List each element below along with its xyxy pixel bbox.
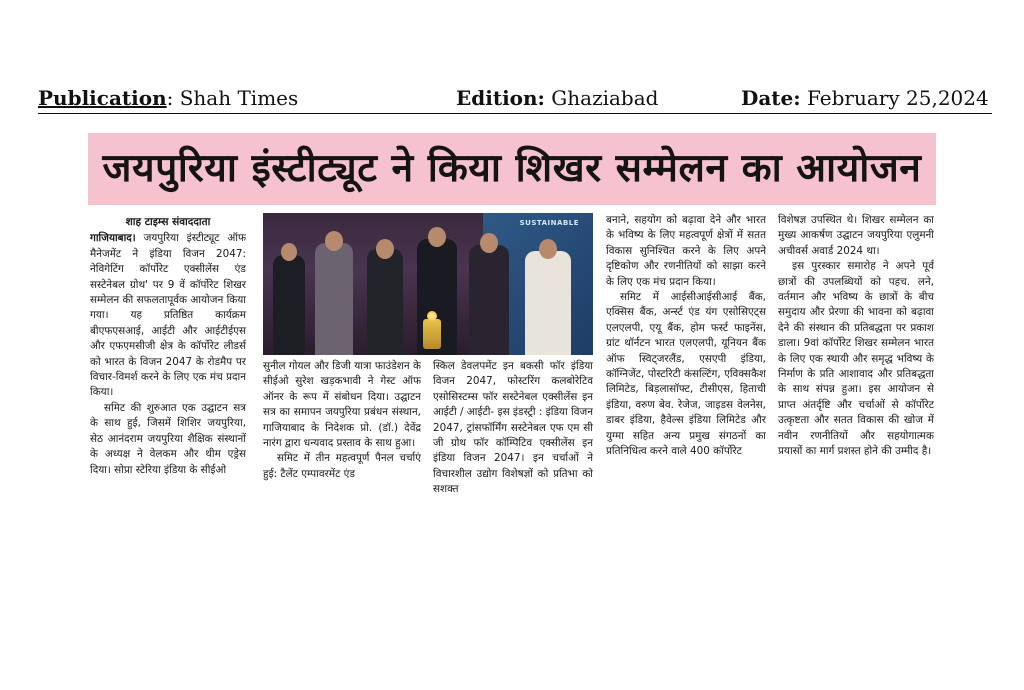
paragraph: सुनील गोयल और डिजी यात्रा फाउंडेशन के सीईओ सुरेश खड़कभावी ने गेस्ट ऑफ ऑनर के रूप में संबोधन दिया। उद्घाटन सत्र का समापन जयपुरिया प्रबंधन संस्थान, गाजियाबाद के निदेशक प्रो. (डॉ.) देवेंद्र नारंग द्वारा धन्यवाद प्रस्ताव के साथ हुआ। — [263, 360, 421, 450]
article-column-3 — [433, 359, 593, 531]
person-figure — [525, 251, 571, 355]
paragraph: स्किल डेवलपमेंट इन बकसी फॉर इंडिया विजन 2047, फोस्टरिंग कलबोरेटिव एसोसिस्टम्स फॉर सस्टेनेबल एक्सीलेंस इन आईटी / आईटी- इस इंडस्ट्री : इंडिया विजन 2047, ट्रांसफॉर्मिंग सस्टेनेबल एफ एम सी जी ग्रोथ फॉर कॉम्पिटिव एक्सीलेंस इन इंडिया विजन 2047। इन चर्चाओं ने विचारशील उद्योग विशेषज्ञों को प्रतिभा को सशक्त — [433, 360, 593, 496]
publication-label: Publication — [38, 86, 167, 110]
newspaper-clipping — [88, 133, 936, 533]
publication-value: : Shah Times — [166, 86, 299, 110]
event-photo — [263, 213, 593, 355]
person-head — [539, 239, 557, 259]
edition-label: Edition: — [456, 86, 545, 110]
header-underline — [38, 113, 992, 114]
edition-value: Ghaziabad — [544, 86, 659, 110]
article-column-4 — [606, 213, 766, 531]
person-head — [281, 243, 297, 261]
paragraph: समिट में तीन महत्वपूर्ण पैनल चर्चाएं हुई: टैलेंट एम्पावरमेंट एंड — [263, 452, 421, 480]
paragraph: गाजियाबाद। जयपुरिया इंस्टीट्यूट ऑफ मैनेजमेंट ने इंडिया विजन 2047: नेविगेटिंग कॉर्पोरेट एक्सीलेंस एंड सस्टेनेबल ग्रोथ' पर 9 वें कॉर्पोरेट शिखर सम्मेलन की सफलतापूर्वक आयोजन किया गया। यह प्रतिष्ठित कार्यक्रम बीएफएसआई, आईटी और आईटीईएस और एफएमसीजी क्षेत्र के कॉर्पोरेट लीडर्स को भारत के विजन 2047 के रोडमैप पर विचार-विमर्श करने के लिए एक मंच प्रदान किया। — [90, 232, 246, 399]
person-figure — [273, 255, 305, 355]
date-field — [741, 86, 989, 110]
person-head — [428, 227, 446, 247]
paragraph: बनाने, सहयोग को बढ़ावा देने और भारत के भविष्य के लिए महत्वपूर्ण क्षेत्रों में सतत विकास सुनिश्चित करने के लिए अपने दृष्टिकोण और रणनीतियों को साझा करने के लिए एक मंच प्रदान किया। — [606, 214, 766, 288]
paragraph: विशेषज्ञ उपस्थित थे। शिखर सम्मेलन का मुख्य आकर्षण उद्घाटन जयपुरिया एलुमनी अचीवर्स अवार्ड 2024 था। — [778, 214, 934, 257]
article-column-5 — [778, 213, 934, 531]
article-column-2 — [263, 359, 421, 531]
date-label: Date: — [741, 86, 801, 110]
paragraph: समिट में आईसीआईसीआई बैंक, एक्सिस बैंक, अर्न्स्ट एंड यंग एसोसिएट्स एलएलपी, एयू बैंक, होम फर्स्ट फाइनेंस, ग्रांट थॉर्नटन भारत एलएलपी, यूनियन बैंक ऑफ स्विट्जरलैंड, एसएपी इंडिया, कॉग्निजेंट, पोस्टरिटी कंसल्टिंग, एविक्सकैश लिमिटेड, बिड़लासॉफ्ट, टीसीएस, हिताची इंडिया, वरुण बेव. रेजेज, जाइडस वेलनेस, डाबर इंडिया, हैवेल्स इंडिया लिमिटेड और युग्मा सहित अन्य प्रमुख संगठनों का प्रतिनिधित्व करने वाले 400 कॉर्पोरेट — [606, 291, 766, 458]
person-head — [480, 233, 498, 253]
person-figure — [367, 249, 403, 355]
lamp-icon — [423, 319, 441, 349]
publication-meta-row — [38, 86, 992, 116]
byline: शाह टाइम्स संवाददाता — [125, 216, 211, 228]
article-column-1 — [90, 215, 246, 531]
publication-field — [38, 86, 298, 110]
edition-field — [456, 86, 658, 110]
flame-icon — [427, 311, 437, 321]
person-figure — [315, 243, 353, 355]
photo-banner-text: SUSTAINABLE — [519, 219, 579, 227]
paragraph: इस पुरस्कार समारोह ने अपने पूर्व छात्रों की उपलब्धियों को पहच. लने, वर्तमान और भविष्य के छात्रों के बीच समुदाय और प्रेरणा की भावना को बढ़ावा देने की संस्थान की प्रतिबद्धता पर प्रकाश डाला। 9वां कॉर्पोरेट शिखर सम्मेलन भारत के लिए एक स्थायी और समृद्ध भविष्य के निर्माण के प्रति आशावाद और प्रतिबद्धता के साथ संपन्न हुआ। इस आयोजन से प्राप्त अंतर्दृष्टि और चर्चाओं से कॉर्पोरेट उत्कृष्टता और सतत विकास की खोज में नवीन रणनीतियों और सहयोगात्मक प्रयासों का मार्ग प्रशस्त होने की उम्मीद है। — [778, 260, 934, 458]
paragraph: समिट की शुरुआत एक उद्घाटन सत्र के साथ हुई, जिसमें शिशिर जयपुरिया, सेठ आनंदराम जयपुरिया शैक्षिक संस्थानों के अध्यक्ष ने वेलकम और थीम एड्रेस दिया। सोप्रा स्टेरिया इंडिया के सीईओ — [90, 401, 246, 476]
person-figure — [469, 245, 509, 355]
article-headline: जयपुरिया इंस्टीट्यूट ने किया शिखर सम्मेलन का आयोजन — [102, 146, 922, 191]
person-head — [325, 231, 343, 251]
person-head — [376, 239, 394, 259]
date-value: February 25,2024 — [800, 86, 989, 110]
dateline: गाजियाबाद। — [90, 232, 136, 245]
